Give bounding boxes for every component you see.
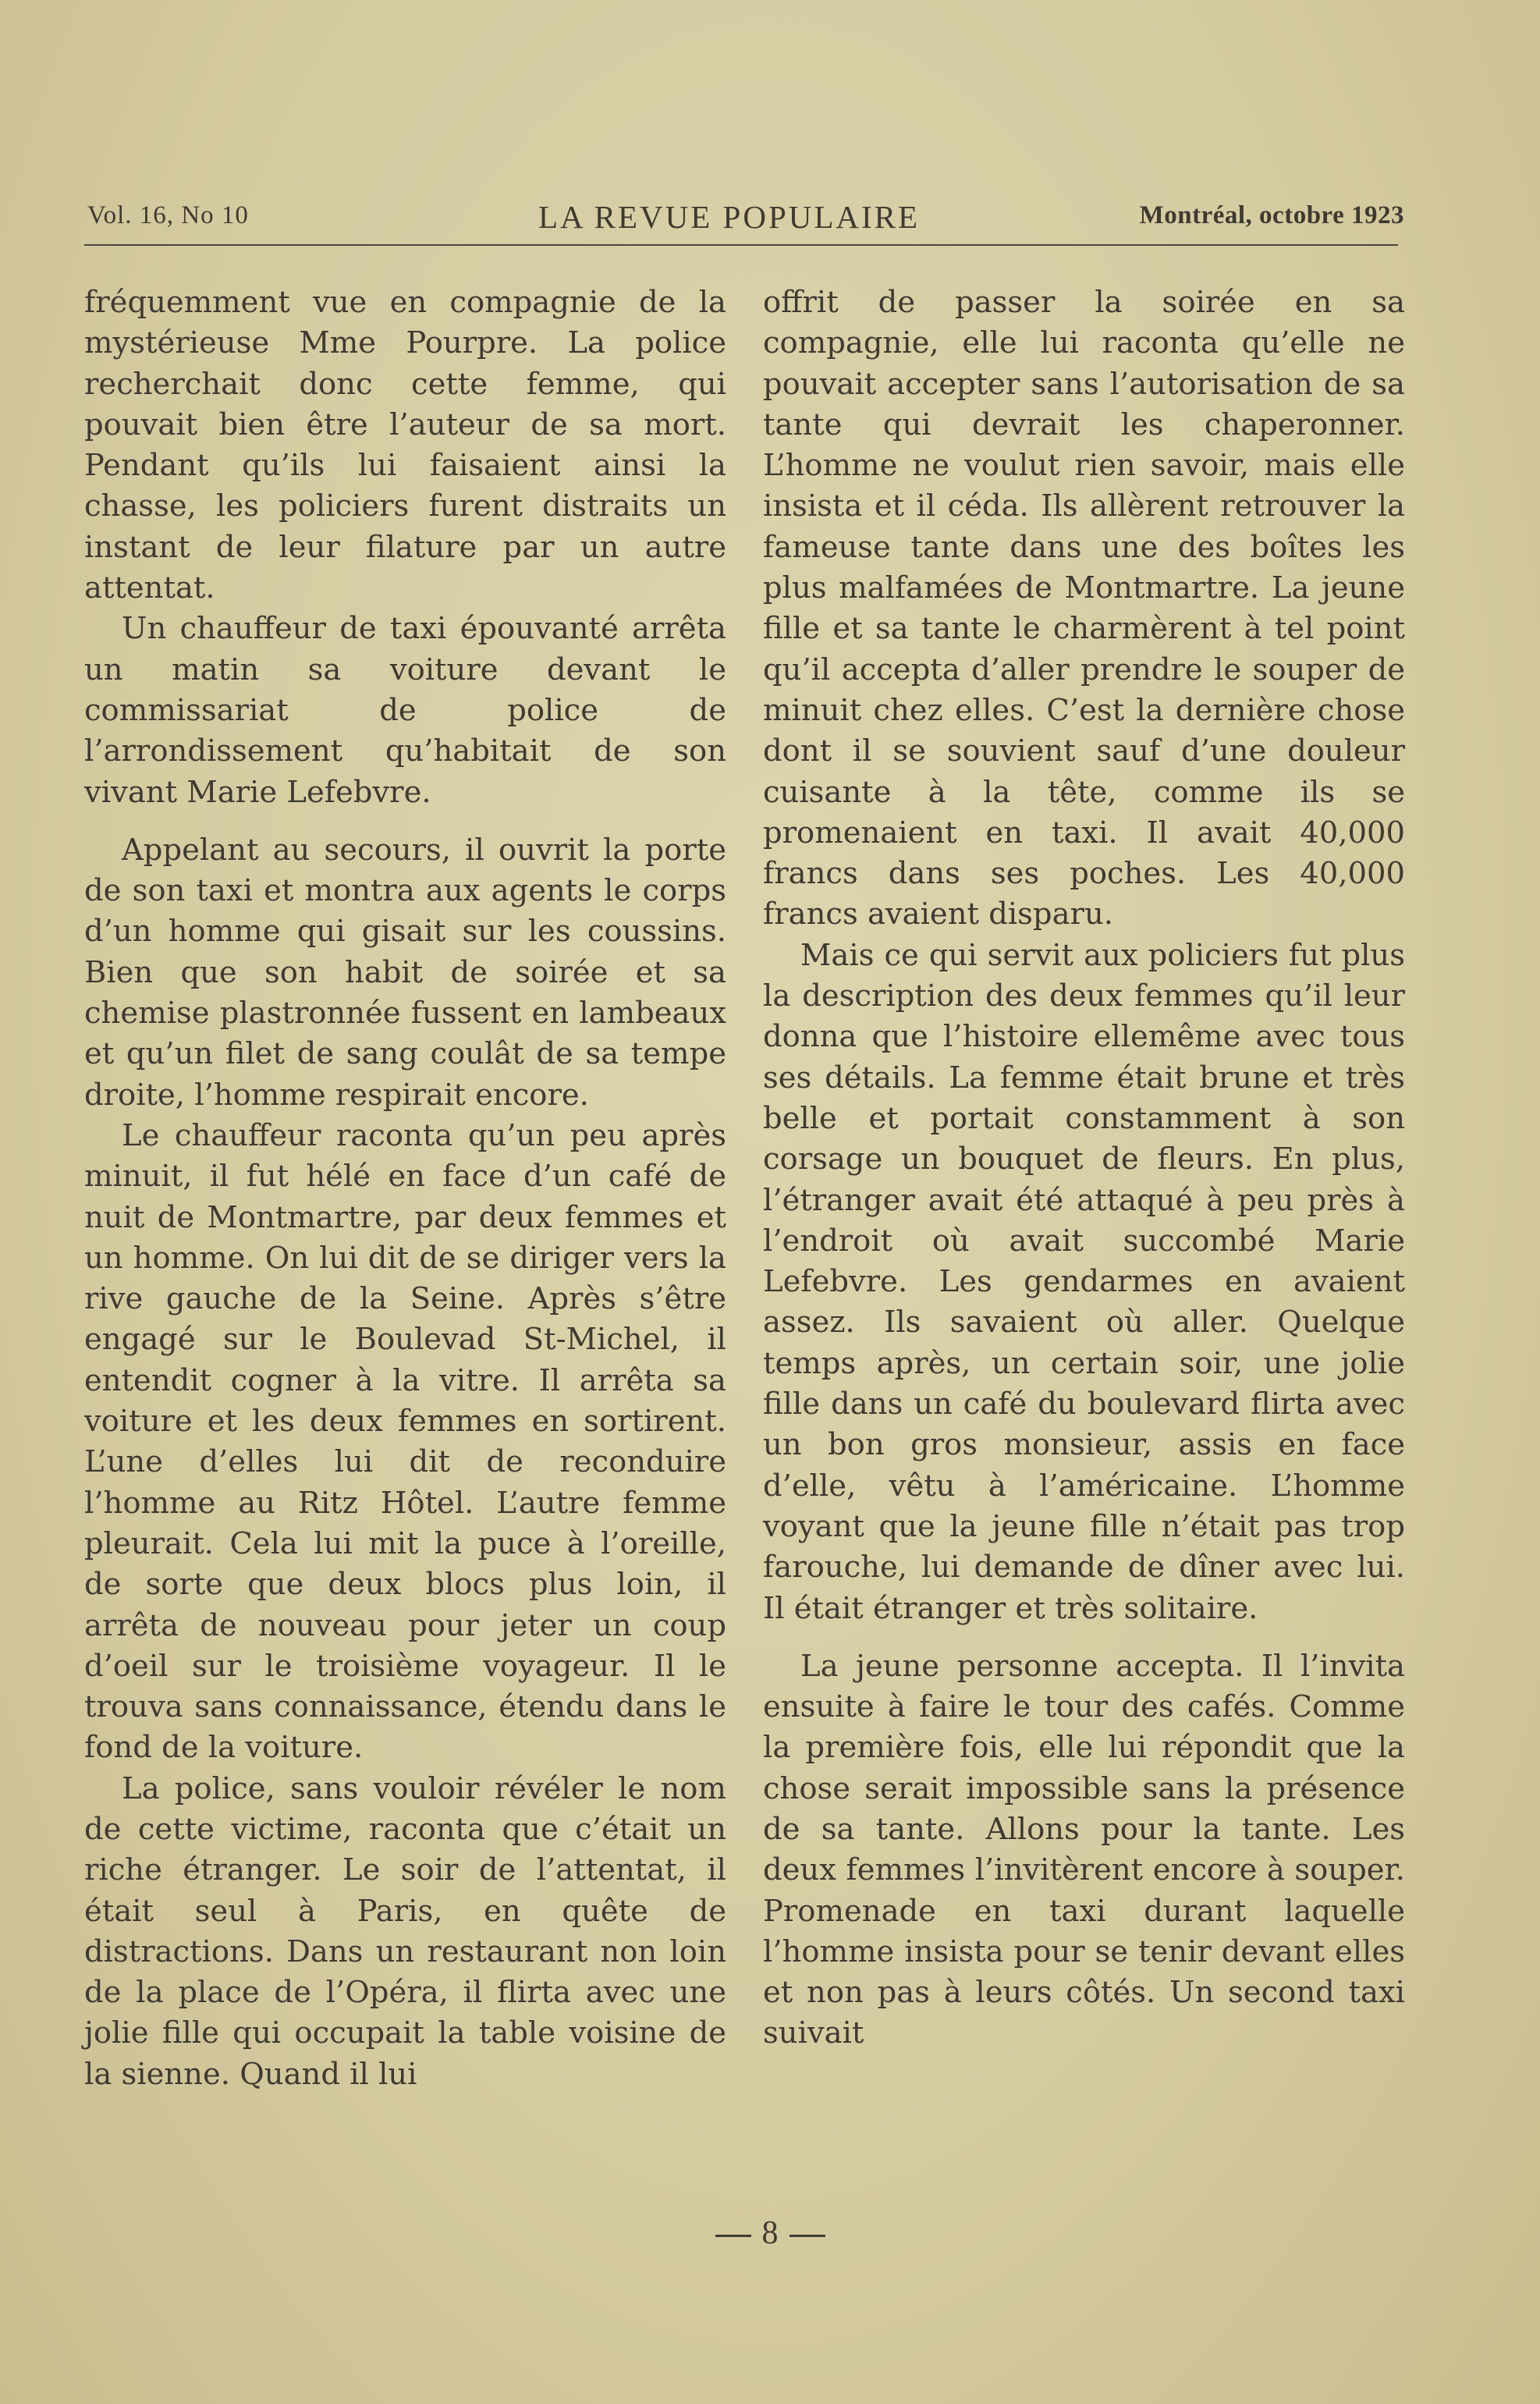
- paragraph: Un chauffeur de taxi épouvanté arrêta un matin sa voiture devant le commissariat de police de l’arrondissement qu’habitait de son vivant Marie Lefebvre.: [84, 611, 726, 810]
- paragraph: La police, sans vouloir révéler le nom de cette victime, raconta que c’était un riche étranger. Le soir de l’attentat, il était seul à Paris, en quête de distractions. Dans un restaurant non loin de la place de l’Opéra, il flirta avec une jolie fille qui occupait la table voisine de la sienne. Quand il lui: [84, 1770, 726, 2092]
- paragraph: fréquemment vue en compagnie de la mystérieuse Mme Pourpre. La police recherchait donc cette femme, qui pouvait bien être l’auteur de sa mort. Pendant qu’ils lui faisaient ainsi la chasse, les policiers furent distraits un instant de leur filature par un autre attentat.: [84, 285, 726, 606]
- header-rule: [84, 244, 1398, 246]
- issue-date: Montréal, octobre 1923: [1139, 201, 1404, 229]
- page-header: [84, 194, 1404, 240]
- paragraph: Mais ce qui servit aux policiers fut plus la description des deux femmes qu’il leur donna que l’histoire ellemême avec tous ses détails. La femme était brune et très belle et portait constamment à son corsage un bouquet de fleurs. En plus, l’étranger avait été attaqué à peu près à l’endroit où avait succombé Marie Lefebvre. Les gendarmes en avaient assez. Ils savaient où aller. Quelque temps après, un certain soir, une jolie fille dans un café du boulevard flirta avec un bon gros monsieur, assis en face d’elle, vêtu à l’américaine. L’homme voyant que la jeune fille n’était pas trop farouche, lui demande de dîner avec lui. Il était étranger et très solitaire.: [763, 937, 1405, 1626]
- footer-dash-right: [790, 2235, 825, 2237]
- publication-title: LA REVUE POPULAIRE: [538, 199, 921, 235]
- page-number: 8: [761, 2215, 779, 2251]
- volume-number: Vol. 16, No 10: [87, 201, 249, 229]
- paragraph: La jeune personne accepta. Il l’invita ensuite à faire le tour des cafés. Comme la première fois, elle lui répondit que la chose serait impossible sans la présence de sa tante. Allons pour la tante. Les deux femmes l’invitèrent encore à souper. Promenade en taxi durant laquelle l’homme insista pour se tenir devant elles et non pas à leurs côtés. Un second taxi suivait: [763, 1648, 1405, 2051]
- paragraph: Appelant au secours, il ouvrit la porte de son taxi et montra aux agents le corps d’un homme qui gisait sur les coussins. Bien que son habit de soirée et sa chemise plastronnée fussent en lambeaux et qu’un filet de sang coulât de sa tempe droite, l’homme respirait encore.: [84, 832, 726, 1113]
- footer-dash-left: [715, 2235, 751, 2237]
- paragraph: offrit de passer la soirée en sa compagnie, elle lui raconta qu’elle ne pouvait accepter sans l’autorisation de sa tante qui devrait les chaperonner. L’homme ne voulut rien savoir, mais elle insista et il céda. Ils allèrent retrouver la fameuse tante dans une des boîtes les plus malfamées de Montmartre. La jeune fille et sa tante le charmèrent à tel point qu’il accepta d’aller prendre le souper de minuit chez elles. C’est la dernière chose dont il se souvient sauf d’une douleur cuisante à la tête, comme ils se promenaient en taxi. Il avait 40,000 francs dans ses poches. Les 40,000 francs avaient disparu.: [763, 285, 1405, 932]
- paragraph: Le chauffeur raconta qu’un peu après minuit, il fut hélé en face d’un café de nuit de Montmartre, par deux femmes et un homme. On lui dit de se diriger vers la rive gauche de la Seine. Après s’être engagé sur le Boulevad St-Michel, il entendit cogner à la vitre. Il arrêta sa voiture et les deux femmes en sortirent. L’une d’elles lui dit de reconduire l’homme au Ritz Hôtel. L’autre femme pleurait. Cela lui mit la puce à l’oreille, de sorte que deux blocs plus loin, il arrêta de nouveau pour jeter un coup d’oeil sur le troisième voyageur. Il le trouva sans connaissance, étendu dans le fond de la voiture.: [84, 1117, 726, 1766]
- right-column: [763, 282, 1405, 2054]
- left-column: [84, 282, 726, 2095]
- page-footer: [0, 2214, 1540, 2252]
